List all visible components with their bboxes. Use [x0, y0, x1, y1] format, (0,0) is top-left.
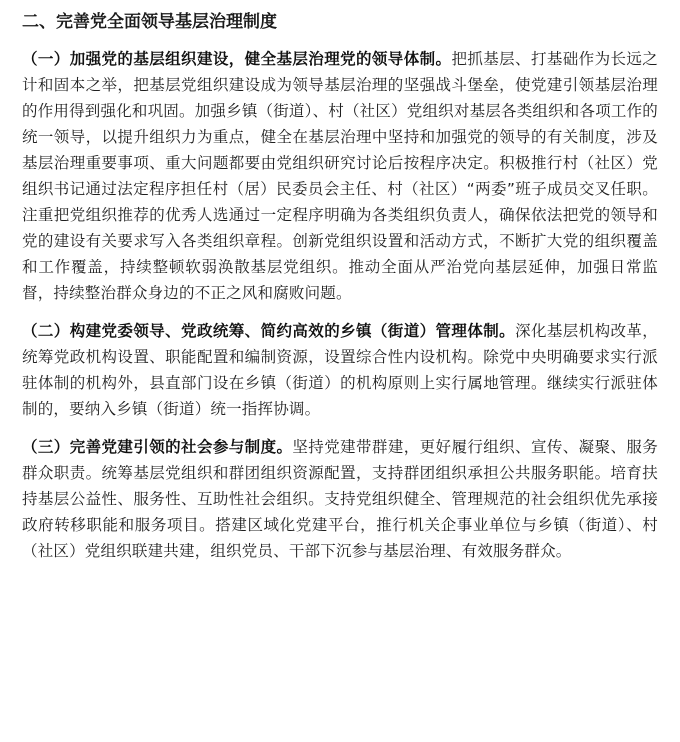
paragraph-3: [22, 434, 658, 564]
paragraph-2-body: 深化基层机构改革，统筹党政机构设置、职能配置和编制资源，设置综合性内设机构。除党中央明确要求实行派驻体制的机构外，县直部门设在乡镇（街道）的机构原则上实行属地管理。继续实行派驻体制的，要纳入乡镇（街道）统一指挥协调。: [22, 322, 659, 418]
section-title: 二、完善党全面领导基层治理制度: [22, 12, 277, 32]
paragraph-2-heading: （二）构建党委领导、党政统筹、简约高效的乡镇（街道）管理体制。: [22, 322, 516, 340]
paragraph-1-body: 把抓基层、打基础作为长远之计和固本之举，把基层党组织建设成为领导基层治理的坚强战斗堡垒，使党建引领基层治理的作用得到强化和巩固。加强乡镇（街道）、村（社区）党组织对基层各类组织和各项工作的统一领导，以提升组织力为重点，健全在基层治理中坚持和加强党的领导的有关制度，涉及基层治理重要事项、重大问题都要由党组织研究讨论后按程序决定。积极推行村（社区）党组织书记通过法定程序担任村（居）民委员会主任、村（社区）“两委”班子成员交叉任职。注重把党组织推荐的优秀人选通过一定程序明确为各类组织负责人，确保依法把党的领导和党的建设有关要求写入各类组织章程。创新党组织设置和活动方式，不断扩大党的组织覆盖和工作覆盖，持续整顿软弱涣散基层党组织。推动全面从严治党向基层延伸，加强日常监督，持续整治群众身边的不正之风和腐败问题。: [22, 50, 658, 302]
paragraph-1: [22, 46, 658, 306]
paragraph-3-heading: （三）完善党建引领的社会参与制度。: [22, 438, 293, 456]
paragraph-1-heading: （一）加强党的基层组织建设，健全基层治理党的领导体制。: [22, 50, 452, 68]
paragraph-3-body: 坚持党建带群建，更好履行组织、宣传、凝聚、服务群众职责。统筹基层党组织和群团组织资源配置，支持群团组织承担公共服务职能。培育扶持基层公益性、服务性、互助性社会组织。支持党组织健全、管理规范的社会组织优先承接政府转移职能和服务项目。搭建区域化党建平台，推行机关企事业单位与乡镇（街道）、村（社区）党组织联建共建，组织党员、干部下沉参与基层治理、有效服务群众。: [22, 438, 658, 560]
paragraph-2: [22, 318, 658, 422]
